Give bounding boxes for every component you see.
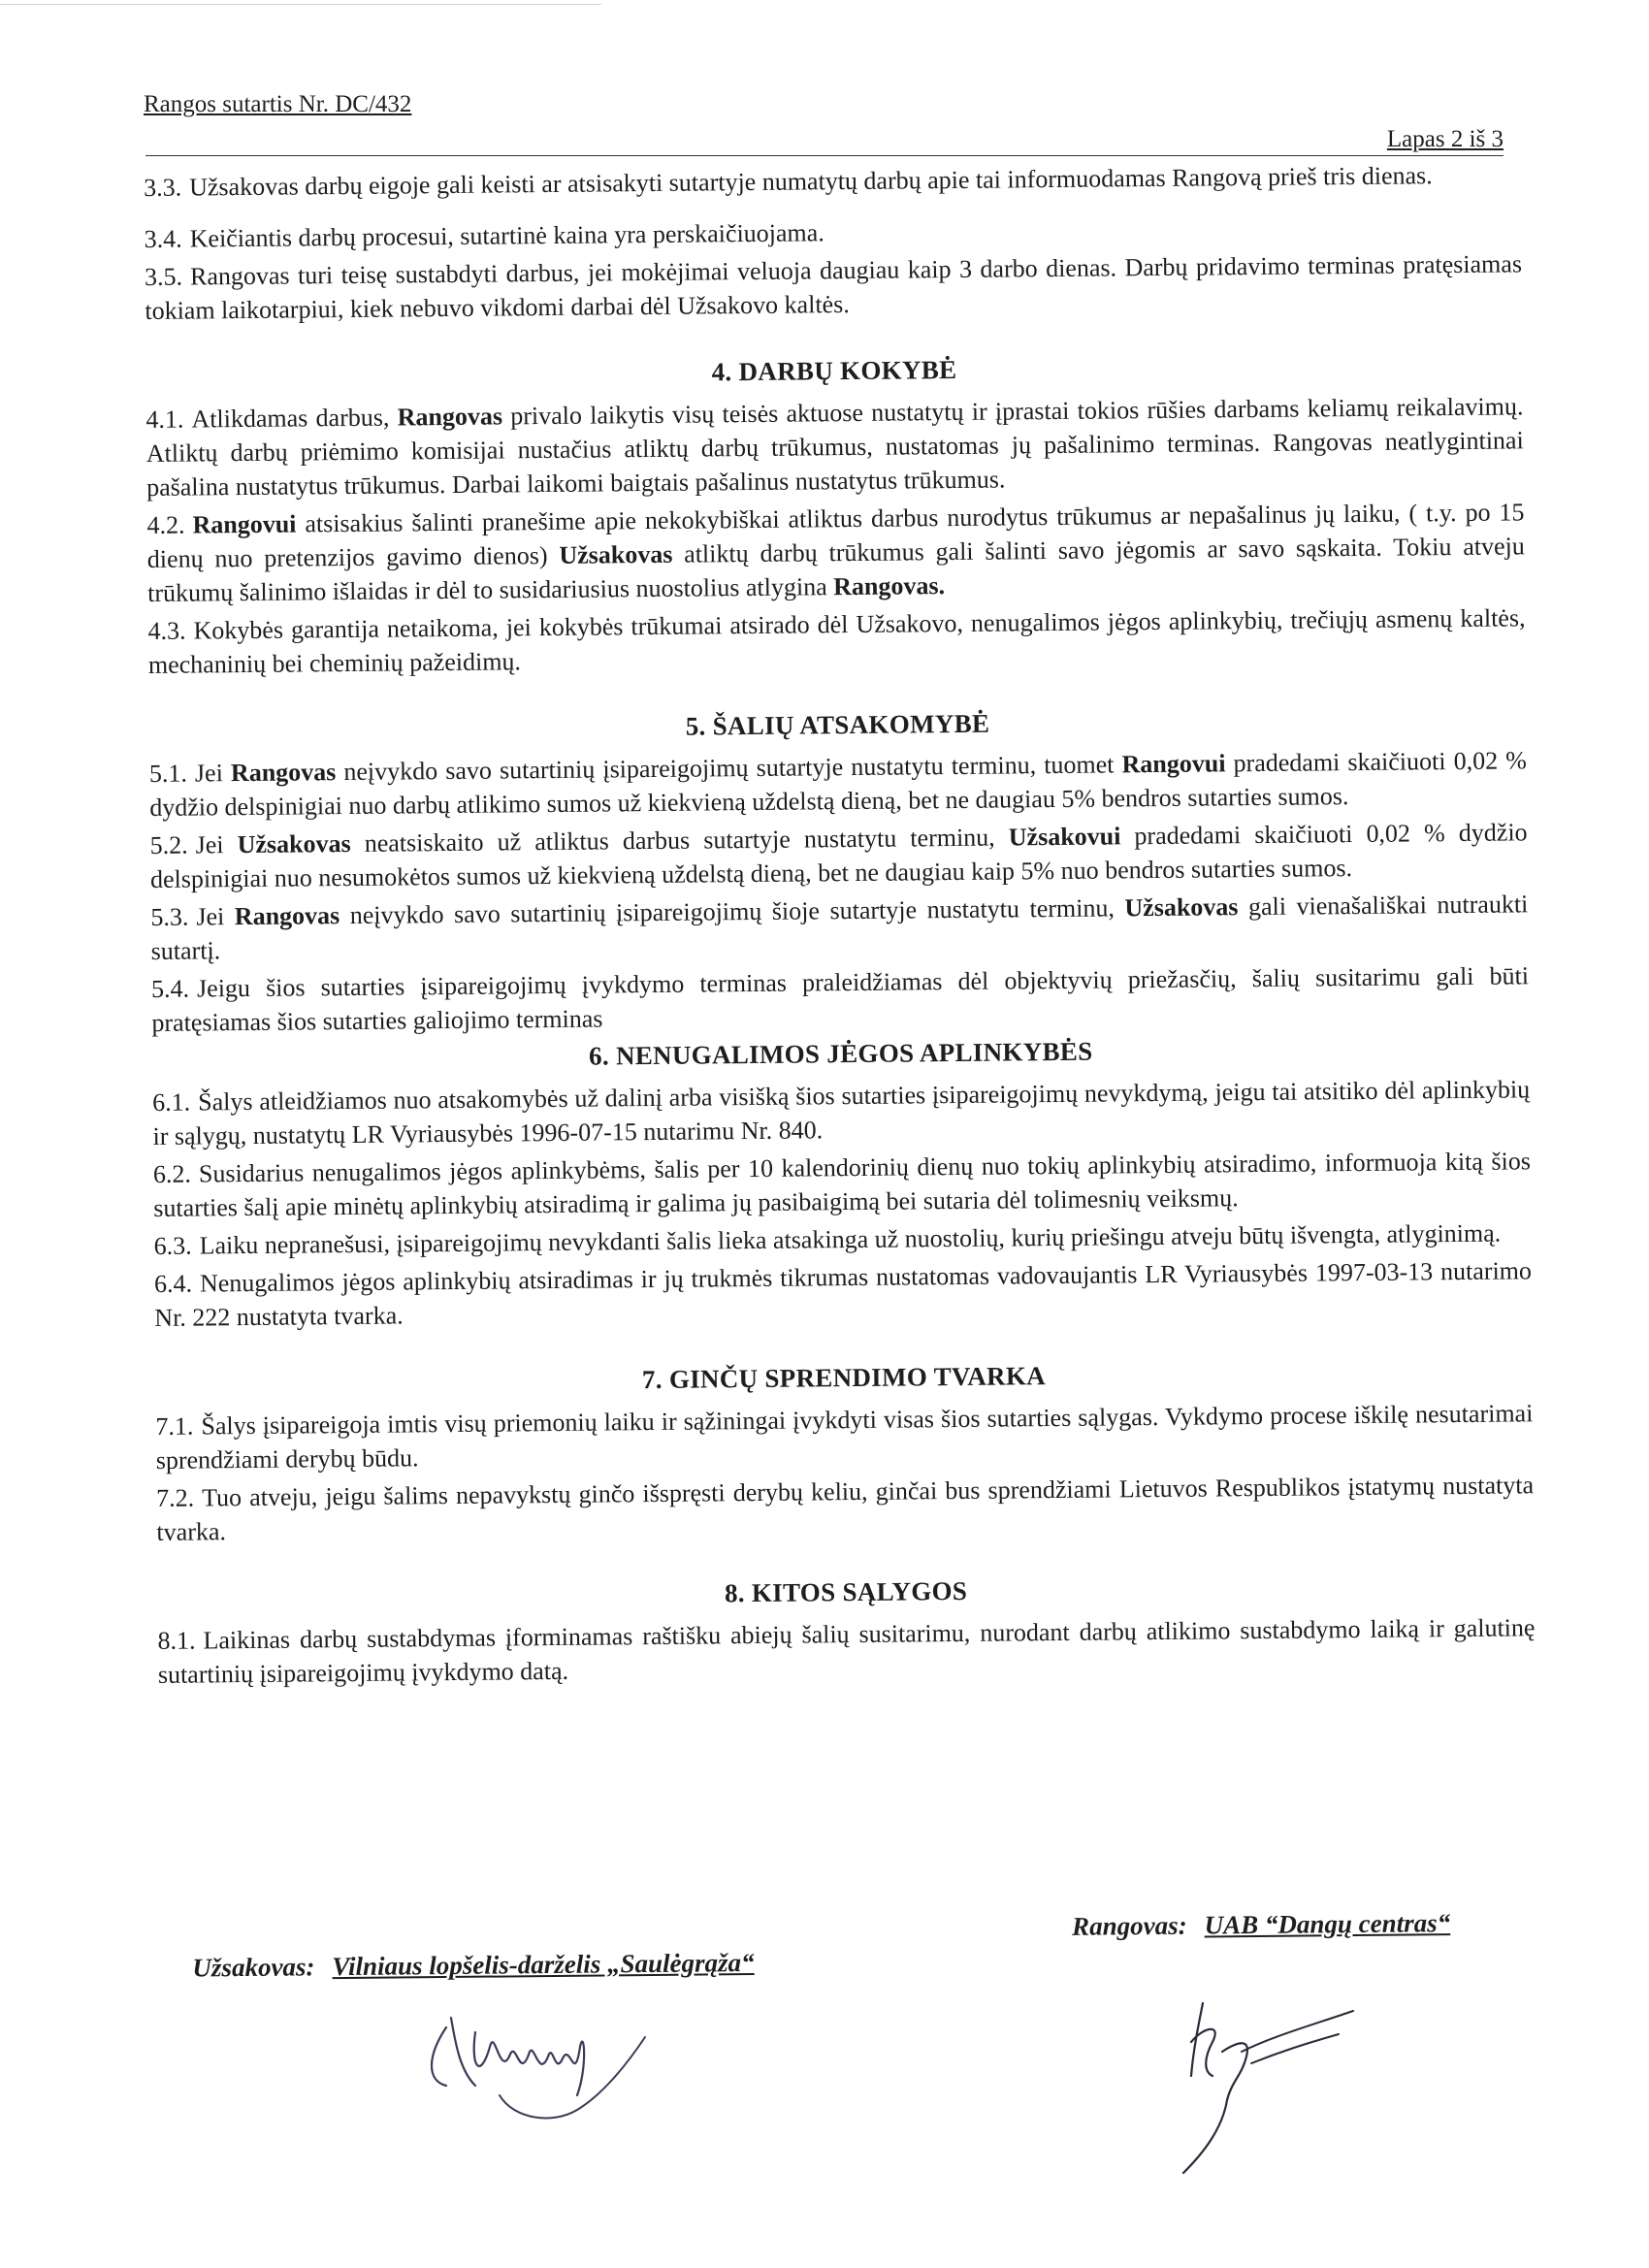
customer-handwritten-signature: [407, 1989, 660, 2139]
section-title-disputes: 7. GINČŲ SPRENDIMO TVARKA: [641, 1361, 1047, 1395]
clause-5-3: 5.3. Jei Rangovas neįvykdo savo sutartinių įsipareigojimų šioje sutartyje nustatytu terminu, Užsakovas gali vienašališkai nutraukti sutartį.: [150, 890, 1529, 965]
clause-6-3: 6.3. Laiku nepranešusi, įsipareigojimų nevykdanti šalis lieka atsakinga už nuostolių, kurių priešingu atveju būtų išvengta, atlyginimą.: [153, 1218, 1502, 1260]
header-divider: [146, 155, 1504, 156]
section-title-force-majeure: 6. NENUGALIMOS JĖGOS APLINKYBĖS: [588, 1036, 1093, 1071]
clause-6-2: 6.2. Susidarius nenugalimos jėgos aplinkybėms, šalis per 10 kalendorinių dienų nuo tokių aplinkybių atsiradimo, informuoja kitą šios sutarties šalį apie minėtų aplinkybių atsiradimą ir galima jų pasibaigimą bei sutaria dėl tolimesnių veiksmų.: [152, 1147, 1532, 1222]
customer-signature-line: [192, 1948, 754, 1984]
contract-body: [144, 157, 1536, 1696]
clause-4-1: 4.1. Atlikdamas darbus, Rangovas privalo laikytis visų teisės aktuose nustatytų ir įprastai tokios rūšies darbams keliamų reikalavimų. Atliktų darbų priėmimo komisijai nustačius atliktų darbų trūkumus, nustatomas jų pašalinimo terminas. Rangovas neatlygintinai pašalina nustatytus trūkumus. Darbai laikomi baigtais pašalinus nustatytus trūkumus.: [146, 392, 1524, 502]
clause-3-5: 3.5. Rangovas turi teisę sustabdyti darbus, jei mokėjimai veluoja daugiau kaip 3 darbo dienas. Darbų pridavimo terminas pratęsiamas tokiam laikotarpiui, kiek nebuvo vikdomi darbai dėl Užsakovo kaltės.: [144, 249, 1523, 325]
clause-5-4: 5.4. Jeigu šios sutarties įsipareigojimų įvykdymo terminas praleidžiamas dėl objektyvių priežasčių, šalių susitarimu gali būti pratęsiamas šios sutarties galiojimo terminas: [150, 961, 1530, 1037]
clause-3-3: 3.3. Užsakovas darbų eigoje gali keisti ar atsisakyti sutartyje numatytų darbų apie tai informuodamas Rangovą prieš tris dienas.: [144, 161, 1433, 202]
contractor-label: Rangovas:: [1071, 1910, 1187, 1941]
contractor-signature-line: [1072, 1908, 1450, 1942]
page-indicator: Lapas 2 iš 3: [1386, 126, 1504, 152]
clause-4-2: 4.2. Rangovui atsisakius šalinti pranešime apie nekokybiškai atliktus darbus nurodytus trūkumus ar nepašalinus jų laiku, ( t.y. po 15 dienų nuo pretenzijos gavimo dienos) Užsakovas atliktų darbų trūkumus gali šalinti savo jėgomis ar savo sąskaita. Tokiu atveju trūkumų šalinimo išlaidas ir dėl to susidariusius nuostolius atlygina Rangovas.: [146, 498, 1525, 607]
contract-reference: Rangos sutartis Nr. DC/432: [144, 91, 412, 117]
signature-scribble-icon: [407, 1989, 660, 2134]
clause-8-1: 8.1. Laikinas darbų sustabdymas įforminamas raštišku abiejų šalių susitarimu, nurodant darbų atlikimo sustabdymo laiką ir galutinę sutartinių įsipareigojimų įvykdymo datą.: [157, 1613, 1536, 1689]
clause-5-2: 5.2. Jei Užsakovas neatsiskaito už atliktus darbus sutartyje nustatytu terminu, Užsakovui pradedami skaičiuoti 0,02 % dydžio delspinigiai nuo nesumokėtos sumos už kiekvieną uždelstą dieną, bet ne daugiau kaip 5% nuo bendros sutarties sumos.: [149, 818, 1528, 893]
clause-6-4: 6.4. Nenugalimos jėgos aplinkybių atsiradimas ir jų trukmės tikrumas nustatomas vadovaujantis LR Vyriausybės 1997-03-13 nutarimo Nr. 222 nustatyta tvarka.: [153, 1256, 1533, 1332]
signature-block: [146, 1907, 1523, 1983]
clause-5-1: 5.1. Jei Rangovas neįvykdo savo sutartinių įsipareigojimų sutartyje nustatytu terminu, tuomet Rangovui pradedami skaičiuoti 0,02 % dydžio delspinigiai nuo darbų atlikimo sumos už kiekvieną uždelstą dieną, bet ne daugiau 5% bendros sutarties sumos.: [148, 746, 1528, 822]
clause-6-1: 6.1. Šalys atleidžiamos nuo atsakomybės už dalinį arba visišką šios sutarties įsipareigojimų nevykdymą, jeigu tai atsitiko dėl aplinkybių ir sąlygų, nustatytų LR Vyriausybės 1996-07-15 nutarimu Nr. 840.: [152, 1075, 1531, 1150]
section-title-other-terms: 8. KITOS SĄLYGOS: [724, 1575, 968, 1608]
section-title-quality: 4. DARBŲ KOKYBĖ: [711, 354, 957, 387]
clause-7-1: 7.1. Šalys įsipareigoja imtis visų priemonių laiku ir sąžiningai įvykdyti visas šios sutarties sąlygas. Vykdymo procese iškilę nesutarimai sprendžiami derybų būdu.: [155, 1399, 1534, 1474]
section-title-liability: 5. ŠALIŲ ATSAKOMYBĖ: [685, 708, 990, 741]
customer-label: Užsakovas:: [192, 1952, 315, 1983]
contractor-handwritten-signature: [1145, 1984, 1368, 2183]
contractor-name: UAB “Dangų centras“: [1204, 1908, 1451, 1940]
scan-edge-line: [0, 4, 601, 5]
customer-name: Vilniaus lopšelis-darželis „Saulėgrąža“: [332, 1947, 755, 1982]
clause-3-4: 3.4. Keičiantis darbų procesui, sutartinė kaina yra perskaičiuojama.: [144, 218, 824, 253]
clause-4-3: 4.3. Kokybės garantija netaikoma, jei kokybės trūkumai atsirado dėl Užsakovo, nenugalimos jėgos aplinkybių, trečiųjų asmenų kaltės, mechaninių bei cheminių pažeidimų.: [147, 603, 1526, 679]
signature-scribble-icon: [1145, 1984, 1368, 2178]
clause-7-2: 7.2. Tuo atveju, jeigu šalims nepavykstų ginčo išspręsti derybų keliu, ginčai bus sprendžiami Lietuvos Respublikos įstatymų nustatyta tvarka.: [155, 1471, 1535, 1546]
